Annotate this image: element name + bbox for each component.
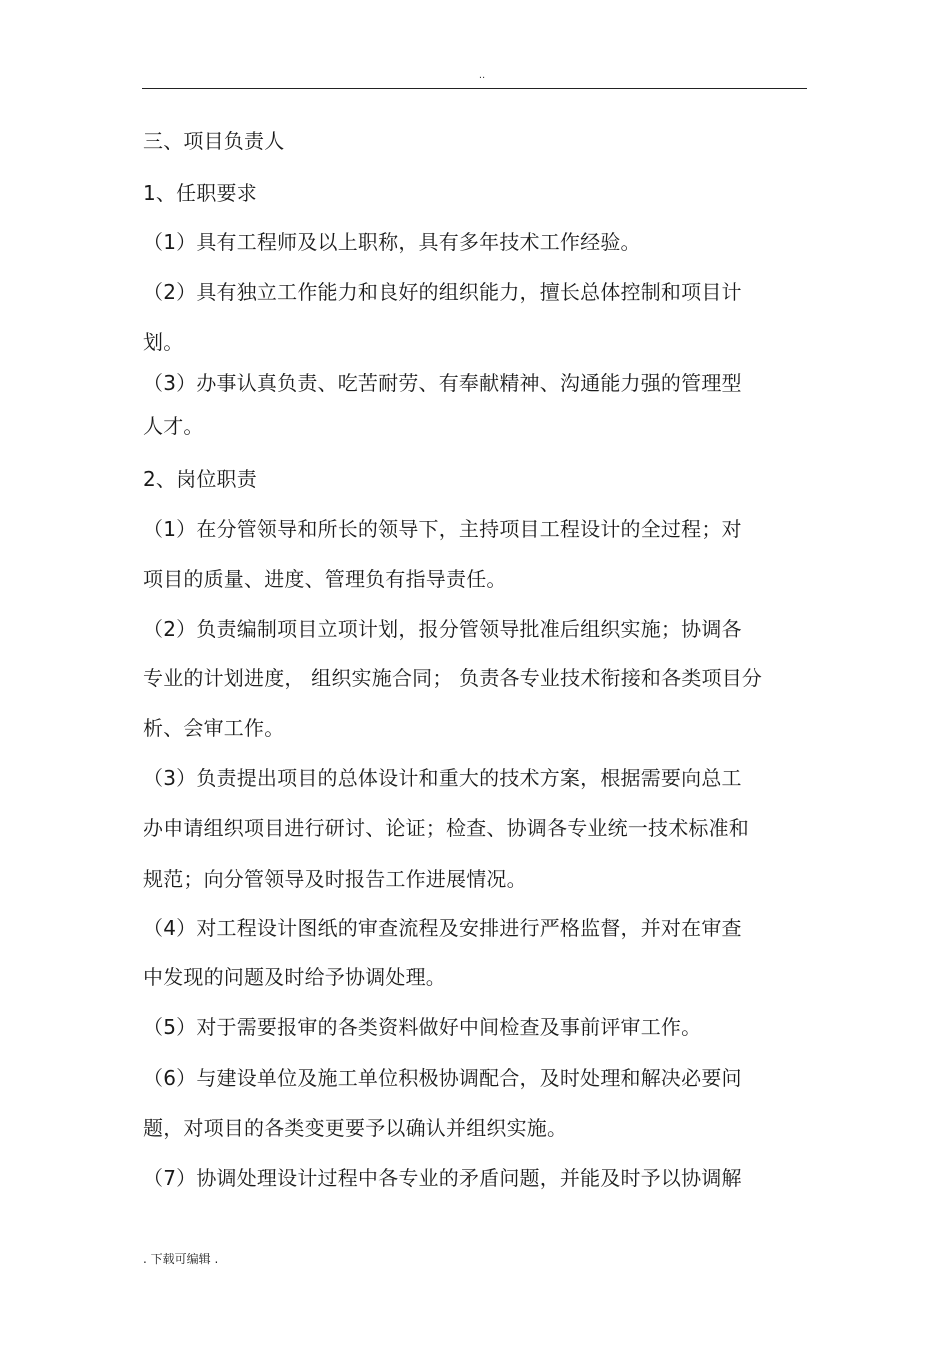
text-line: 题，对项目的各类变更要予以确认并组织实施。 xyxy=(143,1116,568,1140)
text-line: （7）协调处理设计过程中各专业的矛盾问题，并能及时予以协调解 xyxy=(143,1166,742,1190)
text-line: 中发现的问题及时给予协调处理。 xyxy=(143,965,446,989)
text-line: 划。 xyxy=(143,330,184,354)
text-line: （3）办事认真负责、吃苦耐劳、有奉献精神、沟通能力强的管理型 xyxy=(143,371,742,395)
text-line: （1）在分管领导和所长的领导下，主持项目工程设计的全过程；对 xyxy=(143,517,742,541)
text-line: （1）具有工程师及以上职称，具有多年技术工作经验。 xyxy=(143,230,641,254)
text-line: 人才。 xyxy=(143,414,204,438)
subsection-heading: 1、任职要求 xyxy=(143,181,257,205)
header-rule xyxy=(142,88,807,89)
text-line: （2）负责编制项目立项计划，报分管领导批准后组织实施；协调各 xyxy=(143,617,742,641)
header-mark: .. xyxy=(478,70,486,81)
text-line: （6）与建设单位及施工单位积极协调配合，及时处理和解决必要问 xyxy=(143,1066,742,1090)
text-line: 专业的计划进度， 组织实施合同； 负责各专业技术衔接和各类项目分 xyxy=(143,666,763,690)
text-line: （2）具有独立工作能力和良好的组织能力，擅长总体控制和项目计 xyxy=(143,280,742,304)
text-line: （4）对工程设计图纸的审查流程及安排进行严格监督，并对在审查 xyxy=(143,916,742,940)
text-line: 析、会审工作。 xyxy=(143,716,285,740)
text-line: 办申请组织项目进行研讨、论证；检查、协调各专业统一技术标准和 xyxy=(143,816,749,840)
text-line: 项目的质量、进度、管理负有指导责任。 xyxy=(143,567,507,591)
section-heading: 三、项目负责人 xyxy=(143,129,285,153)
footer-note: . 下载可编辑 . xyxy=(143,1252,219,1266)
text-line: （5）对于需要报审的各类资料做好中间检查及事前评审工作。 xyxy=(143,1015,702,1039)
text-line: （3）负责提出项目的总体设计和重大的技术方案，根据需要向总工 xyxy=(143,766,742,790)
subsection-heading: 2、岗位职责 xyxy=(143,467,257,491)
text-line: 规范；向分管领导及时报告工作进展情况。 xyxy=(143,867,527,891)
